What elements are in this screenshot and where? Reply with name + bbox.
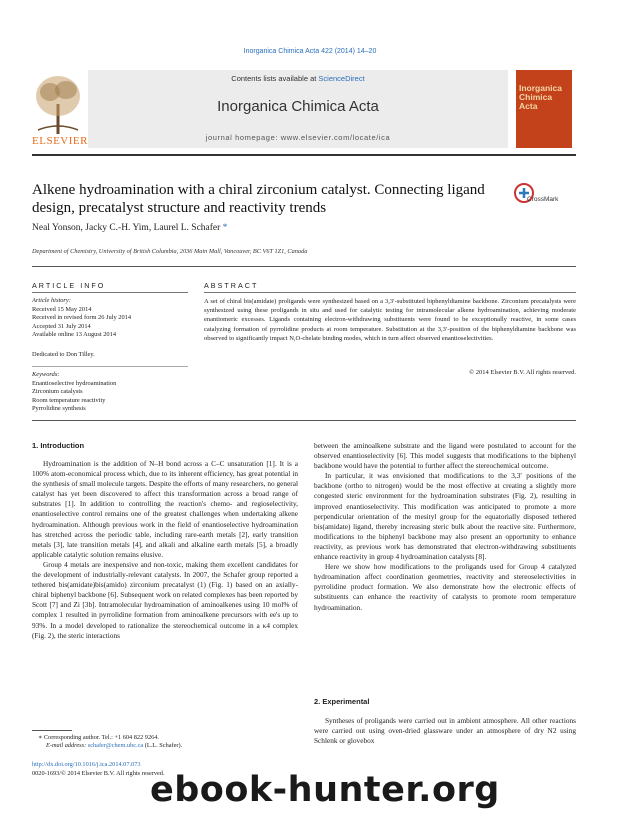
contents-prefix: Contents lists available at — [231, 74, 319, 83]
keywords-label: Keywords: — [32, 371, 60, 378]
section-heading-introduction: 1. Introduction — [32, 441, 85, 450]
sciencedirect-link[interactable]: ScienceDirect — [318, 74, 365, 83]
contents-line — [88, 74, 508, 83]
article-title: Alkene hydroamination with a chiral zirconium catalyst. Connecting ligand design, precatalyst structure and reactivity trends — [32, 182, 485, 216]
article-history — [32, 297, 192, 340]
authors-text: Neal Yonson, Jacky C.-H. Yim, Laurel L. Schafer — [32, 223, 221, 233]
header-rule — [32, 154, 576, 156]
keyword: Room temperature reactivity — [32, 396, 106, 404]
article-info-rule — [32, 292, 188, 293]
column-left — [32, 459, 298, 641]
footnote-rule — [32, 730, 72, 731]
keywords — [32, 371, 192, 414]
dedication: Dedicated to Don Tilley. — [32, 351, 95, 358]
issn-line: 0020-1693/© 2014 Elsevier B.V. All rights reserved. — [32, 770, 165, 777]
history-label: Article history: — [32, 297, 71, 304]
front-matter-rule — [32, 420, 576, 421]
affiliation-rule — [32, 266, 576, 267]
corresponding-author-mark[interactable]: * — [222, 223, 228, 233]
crossmark-label: CrossMark — [527, 196, 559, 203]
history-accepted: Accepted 31 July 2014 — [32, 322, 91, 330]
history-online: Available online 13 August 2014 — [32, 331, 117, 338]
abstract-copyright: © 2014 Elsevier B.V. All rights reserved. — [469, 369, 576, 376]
abstract-heading: ABSTRACT — [204, 281, 259, 290]
doi-link[interactable]: http://dx.doi.org/10.1016/j.ica.2014.07.073 — [32, 761, 141, 768]
email-link[interactable]: schafer@chem.ubc.ca — [87, 742, 144, 750]
email-label: E-mail address: — [46, 742, 88, 750]
keywords-rule — [32, 366, 188, 367]
paragraph: Syntheses of proligands were carried out in ambient atmosphere. All other reactions were carried out using oven-dried glassware under an atmosphere of dry N2 using Schlenk or glovebox — [314, 716, 576, 746]
footnote — [38, 734, 298, 751]
email-suffix: (L.L. Schafer). — [143, 742, 183, 750]
abstract-rule — [204, 292, 576, 293]
keyword: Enantioselective hydroamination — [32, 379, 117, 387]
experimental-text — [314, 716, 576, 746]
column-right — [314, 441, 576, 613]
keyword: Pyrrolidine synthesis — [32, 405, 86, 412]
keyword: Zirconium catalysts — [32, 388, 83, 395]
paragraph: Here we show how modifications to the proligands used for Group 4 catalyzed hydroamination affect coordination geometries, reactivity and stereoselectivities in pyrrolidine product formation. We also demonstrate how the electronic effects of substituents can enhance the reactivity of catalysts to promote room temperature hydroamination. — [314, 562, 576, 612]
elsevier-tree-logo — [32, 70, 84, 136]
abstract-text: A set of chiral bis(amidate) proligands were synthesized based on a 3,3′-substituted biphenyldiamine backbone. Zirconium precatalysts were synthesized using these proligands in situ and used for catalytic testing for intramolecular alkene hydroamination, achieving moderate enantiomeric excesses. Ligands containing electron-withdrawing substituents were found to be exceptionally reactive, in some cases catalyzing formation of pyrrolidine products at room temperature. Substitution at the 3,3′-position of the biphenyldiamine backbone was observed to significantly impact N,O-chelate binding modes, which in turn affect observed enantioselectivities. — [204, 298, 576, 342]
history-received: Received 15 May 2014 — [32, 305, 92, 313]
history-revised: Received in revised form 26 July 2014 — [32, 314, 132, 321]
watermark-text: ebook-hunter.org — [150, 770, 500, 810]
publisher-wordmark: ELSEVIER — [32, 135, 88, 147]
corresponding-author-note: ∗ Corresponding author. Tel.: +1 604 822 9264. — [38, 734, 159, 741]
section-heading-experimental: 2. Experimental — [314, 697, 370, 706]
paragraph: Hydroamination is the addition of N–H bond across a C–C unsaturation [1]. It is a 100% atom-economical process which, due to its inherent efficiency, has great potential in the synthesis of small molecule targets. Despite the efforts of many researchers, no general catalyst has yet been discovered to affect this transformation across a broad range of substrates [1]. In addition to controlling the reaction's chemo- and regioselectivity, enantioselective control remains one of the greatest challenges when undertaking alkene hydroamination. Although previous work in the field of enantioselective hydroamination has stretched across the periodic table, including rare-earth metals [2], early transition metals [3], late transition metals [4], and alkali and alkaline earth metals [5], a broadly applicable catalytic solution remains elusive. — [32, 459, 298, 559]
journal-reference[interactable]: Inorganica Chimica Acta 422 (2014) 14–20 — [243, 48, 377, 55]
paragraph: between the aminoalkene substrate and the ligand were postulated to account for the observed enantioselectivity [6]. This model suggests that modifications to the biphenyl backbone would have the potential to further affect the stereochemical outcome. — [314, 441, 576, 471]
paragraph: Group 4 metals are inexpensive and non-toxic, making them excellent candidates for the development of industrially-relevant catalysts. In 2007, the Schafer group reported a tethered bis(amidate)bis(amido) zirconium precatalyst (1) (Fig. 1) based on an axially-chiral biphenyl backbone [6]. Subsequent work on related complexes has been reported by Scott [7] and Zi [3b]. Intramolecular hydroamination of aminoalkenes using 10 mol% of complex 1 resulted in pyrrolidine formation from aminoalkene precursors with ee's up to 93%. In a model developed to rationalize the stereochemical outcome in a κ4 complex (Fig. 2), the steric interactions — [32, 559, 298, 640]
journal-homepage[interactable]: journal homepage: www.elsevier.com/locate/ica — [205, 133, 391, 142]
paragraph: In particular, it was envisioned that modifications to the 3,3′ positions of the backbone (ortho to nitrogen) would be the most effective at creating a slightly more congested steric environment for the hydroamination substrates (Fig. 2), resulting in improved enantioselectivity. This modification was anticipated to promote a more perpendicular orientation of the mesityl group for the equatorially disposed tethered bis(amidate) ligand, thereby increasing steric bulk about the reactive site. Furthermore, modifications to the biphenyl backbone may also present an opportunity to enhance reactivity, as previous work has demonstrated that electron-withdrawing substituents enhance reactivity in group 4 hydroamination catalysts [8]. — [314, 471, 576, 562]
affiliation: Department of Chemistry, University of British Columbia, 2036 Main Mall, Vancouver, BC V6T 1Z1, Canada — [32, 248, 308, 255]
journal-name: Inorganica Chimica Acta — [217, 98, 379, 115]
author-list — [32, 223, 227, 233]
article-info-heading: ARTICLE INFO — [32, 281, 106, 290]
cover-title: Inorganica Chimica Acta — [519, 83, 562, 111]
